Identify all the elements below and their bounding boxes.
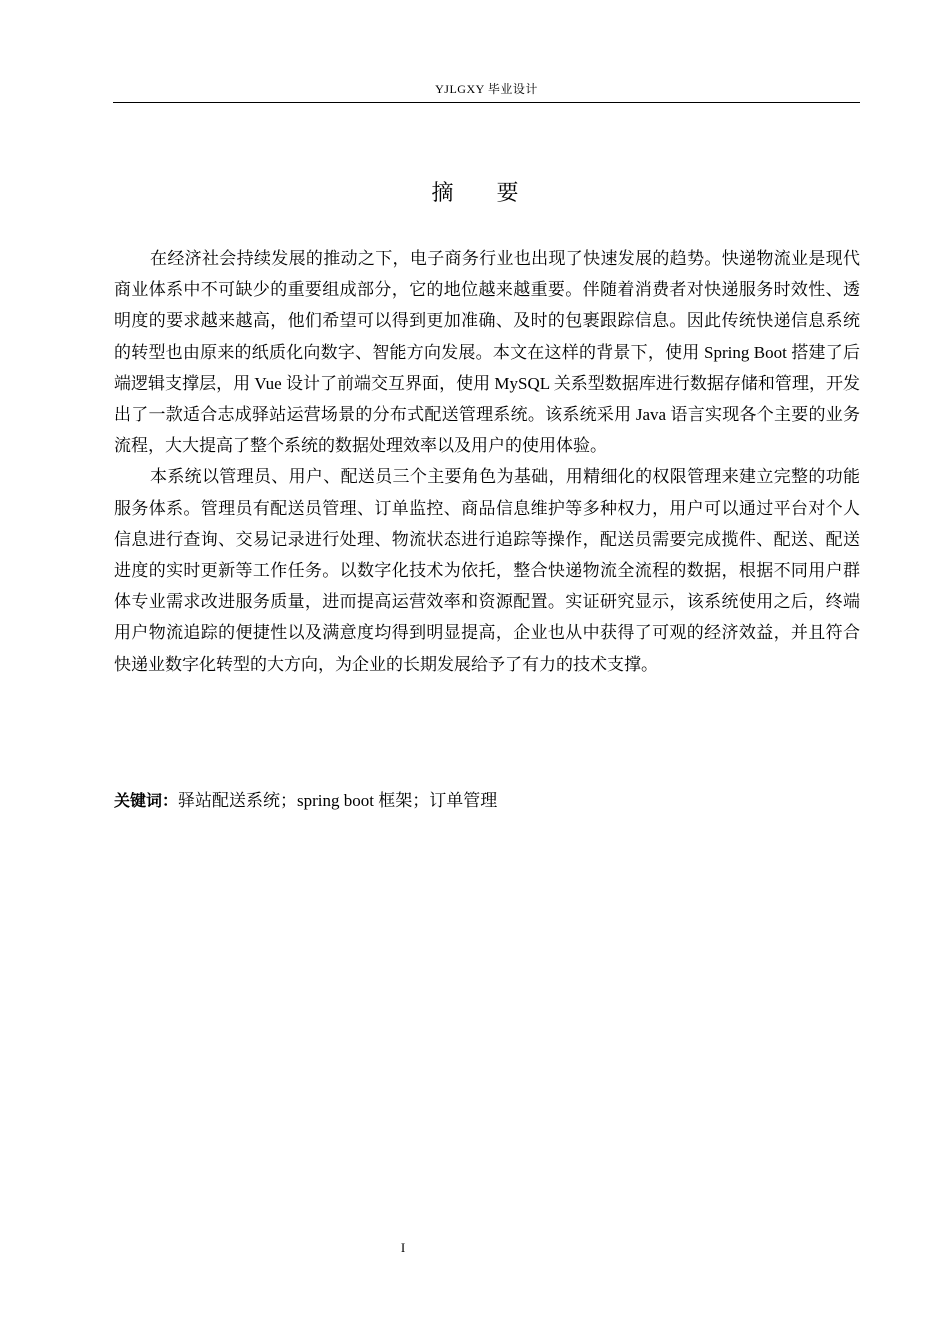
abstract-paragraph-2: 本系统以管理员、用户、配送员三个主要角色为基础，用精细化的权限管理来建立完整的功能服务体系。管理员有配送员管理、订单监控、商品信息维护等多种权力，用户可以通过平台对个人信息进行查询、交易记录进行处理、物流状态进行追踪等操作，配送员需要完成揽件、配送、配送进度的实时更新等工作任务。以数字化技术为依托，整合快递物流全流程的数据，根据不同用户群体专业需求改进服务质量，进而提高运营效率和资源配置。实证研究显示，该系统使用之后，终端用户物流追踪的便捷性以及满意度均得到明显提高，企业也从中获得了可观的经济效益，并且符合快递业数字化转型的大方向，为企业的长期发展给予了有力的技术支撑。 <box>114 467 860 674</box>
page-header <box>113 80 860 103</box>
header-text: YJLGXY 毕业设计 <box>435 82 538 96</box>
page-number: I <box>400 1240 406 1255</box>
abstract-paragraph-1: 在经济社会持续发展的推动之下，电子商务行业也出现了快速发展的趋势。快递物流业是现代商业体系中不可缺少的重要组成部分，它的地位越来越重要。伴随着消费者对快递服务时效性、透明度的要求越来越高，他们希望可以得到更加准确、及时的包裹跟踪信息。因此传统快递信息系统的转型也由原来的纸质化向数字、智能方向发展。本文在这样的背景下，使用 Spring Boot 搭建了后端逻辑支撑层，用 Vue 设计了前端交互界面，使用 MySQL 关系型数据库进行数据存储和管理，开发出了一款适合志成驿站运营场景的分布式配送管理系统。该系统采用 Java 语言实现各个主要的业务流程，大大提高了整个系统的数据处理效率以及用户的使用体验。 <box>114 249 860 456</box>
abstract-title: 摘 要 <box>431 181 537 206</box>
keywords-line <box>114 785 860 816</box>
keywords-label: 关键词： <box>114 791 179 810</box>
abstract-body <box>114 243 860 680</box>
keywords-value: 驿站配送系统；spring boot 框架；订单管理 <box>178 791 498 810</box>
